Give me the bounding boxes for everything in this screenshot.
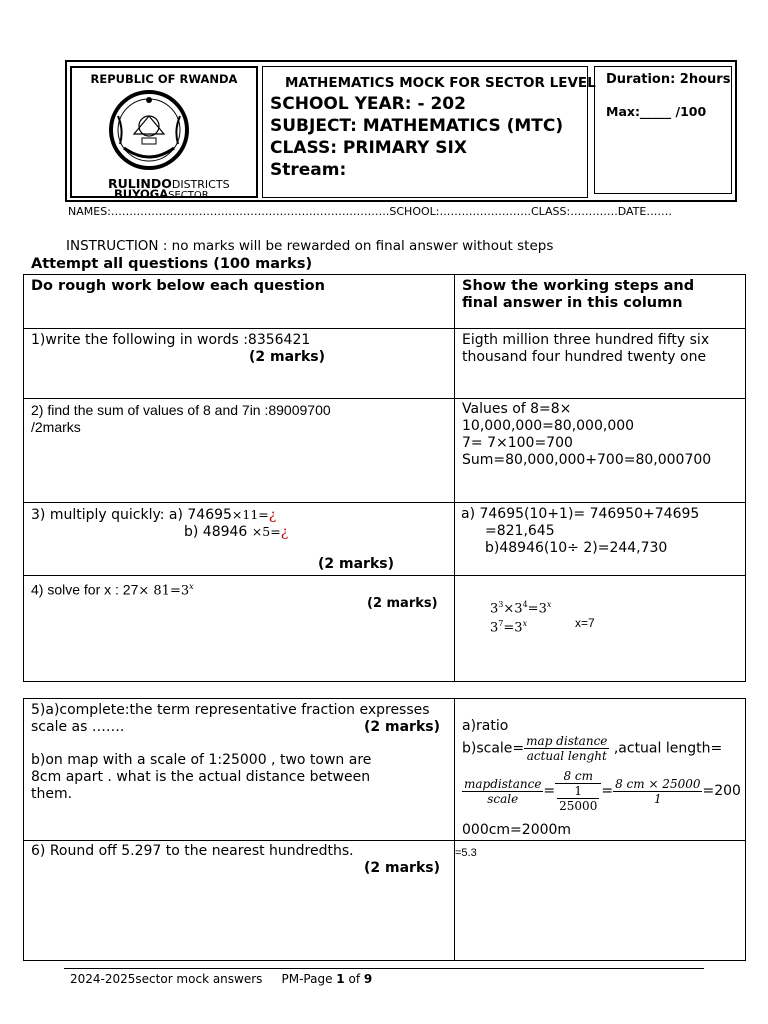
stream: Stream: xyxy=(270,160,347,180)
question-5b: b)on map with a scale of 1:25000 , two town are xyxy=(31,752,372,768)
sector-label: BUYOGASECTOR xyxy=(114,187,209,201)
school-year: SCHOOL YEAR: - 202 xyxy=(270,94,466,114)
table-header-right: final answer in this column xyxy=(462,295,683,311)
attempt-heading: Attempt all questions (100 marks) xyxy=(31,256,313,272)
answer-2: 10,000,000=80,000,000 xyxy=(462,418,635,434)
answer-5a: a)ratio xyxy=(462,718,509,734)
footer: 2024-2025sector mock answers PM-Page 1 of 9 xyxy=(70,972,373,986)
table-header-left: Do rough work below each question xyxy=(31,278,325,294)
answer-cell xyxy=(454,840,746,961)
duration: Duration: 2hours xyxy=(606,72,731,87)
max-marks: Max:_____ /100 xyxy=(606,104,707,119)
table-header-right: Show the working steps and xyxy=(462,278,695,294)
answer-5b-line1: b)scale= $\frac{\text{map distance}}{\text{actual lenght}}$ ,actual length= xyxy=(462,734,723,763)
question-5b: 8cm apart . what is the actual distance between xyxy=(31,769,371,785)
question-3a: 3) multiply quickly: a) 74695×11=¿ xyxy=(31,507,277,523)
subject: SUBJECT: MATHEMATICS (MTC) xyxy=(270,116,564,136)
answer-3: a) 74695(10+1)= 746950+74695 xyxy=(461,506,700,522)
question-6: 6) Round off 5.297 to the nearest hundredths. xyxy=(31,843,354,859)
question-4: 4) solve for x : $27\times 81=3^x$ xyxy=(31,581,194,599)
answer-2: Sum=80,000,000+700=80,000700 xyxy=(462,452,712,468)
marks-label: (2 marks) xyxy=(364,860,440,876)
question-2: 2) find the sum of values of 8 and 7in :89009700 xyxy=(31,402,331,418)
question-3b: b) 48946 ×5=¿ xyxy=(184,524,289,540)
question-5b: them. xyxy=(31,786,73,802)
question-5a: 5)a)complete:the term representative fraction expresses xyxy=(31,702,430,718)
answer-3: b)48946(10÷ 2)=244,730 xyxy=(485,540,668,556)
marks-label: (2 marks) xyxy=(364,719,440,735)
answer-2: 7= 7×100=700 xyxy=(462,435,573,451)
footer-divider xyxy=(64,968,704,969)
class: CLASS: PRIMARY SIX xyxy=(270,138,467,158)
answer-4: $3^3\times 3^4=3^x$ xyxy=(490,600,552,617)
question-1: 1)write the following in words :8356421 xyxy=(31,332,311,348)
answer-1: Eigth million three hundred fifty six xyxy=(462,332,710,348)
answer-4: $3^7=3^x$ xyxy=(490,619,528,636)
answer-2: Values of 8=8× xyxy=(462,401,572,417)
marks-label: (2 marks) xyxy=(367,596,438,611)
answer-3: =821,645 xyxy=(485,523,555,539)
answer-5b-result: 000cm=2000m xyxy=(462,822,572,838)
district-label: RULINDODISTRICTS xyxy=(108,176,230,191)
question-2: /2marks xyxy=(31,419,81,435)
rwanda-seal-icon xyxy=(104,86,194,178)
exam-title: MATHEMATICS MOCK FOR SECTOR LEVEL xyxy=(285,75,596,91)
answer-5b-line2: $\frac{\text{mapdistance}}{\text{scale}}$ = $\frac{8 cm}{\frac{1}{25000}}$ = $\frac{8 cm \times 25000}{1}$ =200 xyxy=(464,769,741,813)
marks-label: (2 marks) xyxy=(249,349,325,365)
question-5a: scale as ……. xyxy=(31,719,125,735)
instruction: INSTRUCTION : no marks will be rewarded on final answer without steps xyxy=(66,238,554,254)
footer-title: 2024-2025sector mock answers xyxy=(70,972,263,986)
marks-label: (2 marks) xyxy=(318,556,394,572)
country-name: REPUBLIC OF RWANDA xyxy=(90,72,238,86)
answer-6: =5.3 xyxy=(455,847,477,859)
answer-4-result: x=7 xyxy=(575,616,595,630)
names-line: NAMES:………………………………………………………………….SCHOOL:…………………….CLASS:………….DATE……. xyxy=(68,205,672,218)
answer-1: thousand four hundred twenty one xyxy=(462,349,707,365)
